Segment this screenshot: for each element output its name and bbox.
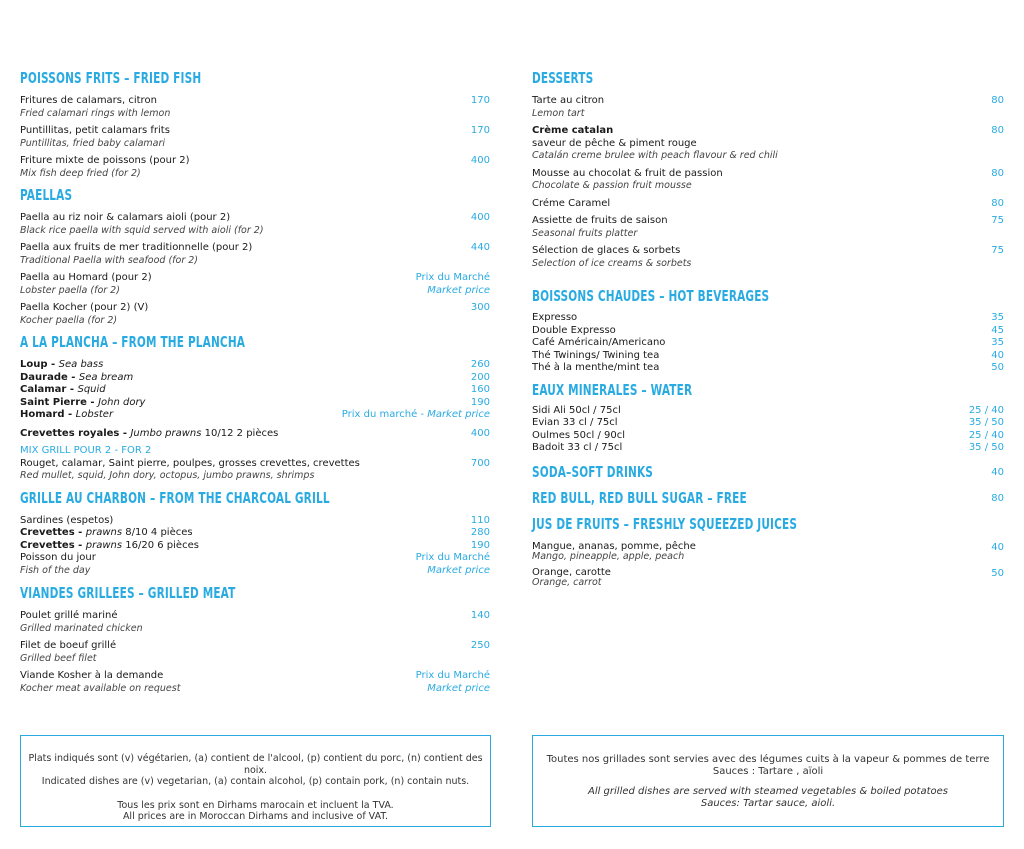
item-name: Assiette de fruits de saison [532, 215, 668, 226]
section-title-fried-fish: POISSONS FRITS – FRIED FISH [20, 69, 202, 87]
menu-right-column [532, 68, 1004, 588]
menu-item [532, 542, 1004, 562]
sauce-note-fr: Sauces : Tartare , aïoli [712, 766, 824, 777]
item-translation: John dory [98, 396, 146, 408]
item-name: Expresso [532, 312, 578, 323]
item-price: Prix du Marché [415, 670, 490, 681]
menu-item [20, 552, 490, 565]
item-price: 110 [470, 514, 490, 526]
item-price: 80 [991, 125, 1004, 136]
item-translation: Puntillitas, fried baby calamari [20, 137, 166, 149]
item-name: Mousse au chocolat & fruit de passion [532, 167, 723, 179]
item-name: Daurade - [20, 371, 79, 383]
item-name: Café Américain/Americano [532, 337, 666, 348]
menu-item [532, 362, 1004, 375]
grill-note-en: All grilled dishes are served with steamed vegetables & boiled potatoes [587, 786, 948, 797]
item-translation: Mix fish deep fried (for 2) [20, 167, 141, 179]
item-price-en: Market price [427, 409, 490, 420]
footer-note-left [20, 735, 491, 827]
menu-item [532, 430, 1004, 443]
section-title-juices: JUS DE FRUITS – FRESHLY SQUEEZED JUICES [532, 514, 798, 533]
item-name: Crevettes - [20, 539, 86, 551]
item-name: Mangue, ananas, pomme, pêche [532, 540, 696, 552]
item-name: Thé à la menthe/mint tea [532, 362, 660, 373]
item-price: 35 [991, 312, 1004, 323]
menu-item [20, 95, 490, 120]
item-translation: Sea bass [58, 359, 104, 370]
item-name: Paella au Homard (pour 2) [20, 272, 152, 283]
item-translation: prawns [85, 539, 123, 551]
item-name: Viande Kosher à la demande [20, 670, 164, 681]
section-title-desserts: DESSERTS [532, 69, 594, 87]
item-name: Double Expresso [532, 324, 616, 336]
menu-item [20, 397, 490, 410]
item-price: 190 [470, 539, 490, 551]
menu-item [532, 95, 1004, 120]
item-price: 300 [470, 302, 490, 313]
section-title-charcoal: GRILLE AU CHARBON – FROM THE CHARCOAL GRILL [20, 488, 330, 507]
item-price: 250 [470, 640, 490, 651]
item-name: Sidi Ali 50cl / 75cl [532, 404, 621, 416]
item-translation: Mango, pineapple, apple, peach [532, 550, 685, 562]
price-note-fr: Tous les prix sont en Dirhams marocain et incluent la TVA. [117, 799, 394, 811]
item-price: 400 [470, 427, 490, 439]
section-title-meat: VIANDES GRILLEES – GRILLED MEAT [20, 584, 236, 602]
item-name: Evian 33 cl / 75cl [532, 417, 618, 428]
item-price: 50 [991, 362, 1004, 373]
menu-item [20, 272, 490, 297]
item-price: 35 [991, 337, 1004, 348]
item-name: Puntillitas, petit calamars frits [20, 125, 170, 136]
item-price: 40 [991, 541, 1004, 553]
menu-item [532, 442, 1004, 455]
menu-item [532, 245, 1004, 270]
item-price-en: Market price [427, 284, 490, 296]
item-name: Loup - [20, 359, 59, 370]
item-name: Paella au riz noir & calamars aioli (pour 2) [20, 212, 231, 223]
menu-item-soda [532, 462, 1004, 482]
section-title-soda: SODA–SOFT DRINKS [532, 462, 654, 481]
menu-item [20, 242, 490, 267]
item-translation: Seasonal fruits platter [532, 227, 638, 239]
item-price: 35 / 50 [968, 417, 1004, 428]
menu-item [20, 359, 490, 372]
item-name: Tarte au citron [532, 95, 605, 106]
sauce-note-en: Sauces: Tartar sauce, aioli. [700, 798, 836, 809]
item-name: Poulet grillé mariné [20, 610, 118, 621]
section-title-water: EAUX MINERALES – WATER [532, 380, 693, 399]
menu-item [532, 417, 1004, 430]
item-price: Prix du Marché [415, 552, 490, 563]
item-price: 400 [470, 212, 490, 223]
menu-item [20, 384, 490, 397]
menu-item [532, 337, 1004, 350]
item-price: 50 [991, 567, 1004, 579]
item-detail: 10/12 2 pièces [201, 427, 279, 439]
item-translation: Lobster [75, 409, 114, 420]
menu-item [20, 515, 490, 528]
item-translation: Sea bream [78, 371, 134, 383]
item-translation: Catalán creme brulee with peach flavour & red chili [532, 150, 778, 161]
section-title-redbull: RED BULL, RED BULL SUGAR – FREE [532, 488, 747, 507]
mix-grill-label: MIX GRILL POUR 2 - FOR 2 [20, 445, 152, 456]
item-price: 190 [470, 396, 490, 408]
menu-item [532, 350, 1004, 363]
item-translation: Orange, carrot [532, 576, 602, 588]
item-name: Poisson du jour [20, 552, 96, 563]
item-price: 170 [470, 95, 490, 106]
item-price: 140 [470, 610, 490, 621]
item-translation: Fish of the day [20, 564, 91, 576]
menu-item [20, 458, 490, 483]
item-price: 170 [470, 125, 490, 136]
item-translation: Grilled beef filet [20, 652, 97, 664]
menu-item [20, 409, 490, 422]
menu-item [20, 372, 490, 385]
item-detail: 8/10 4 pièces [122, 527, 193, 538]
item-translation: Kocher meat available on request [20, 682, 181, 694]
item-translation: Traditional Paella with seafood (for 2) [20, 254, 199, 266]
item-price: 80 [991, 493, 1004, 504]
item-price-en: Market price [427, 564, 490, 576]
item-name: Sardines (espetos) [20, 514, 114, 526]
item-name: Crème catalan [532, 125, 614, 136]
section-title-hot-beverages: BOISSONS CHAUDES – HOT BEVERAGES [532, 287, 770, 305]
item-translation: Kocher paella (for 2) [20, 314, 118, 326]
item-price: Prix du marché - [341, 409, 428, 420]
price-note-en: All prices are in Moroccan Dirhams and inclusive of VAT. [122, 811, 389, 822]
item-subtitle: saveur de pêche & piment rouge [532, 137, 697, 149]
item-translation: Jumbo prawns [130, 427, 202, 439]
diet-legend-en: Indicated dishes are (v) vegetarian, (a) contain alcohol, (p) contain pork, (n) contain nuts. [41, 776, 470, 787]
item-name: Paella aux fruits de mer traditionnelle (pour 2) [20, 242, 253, 253]
footer-note-right [532, 735, 1004, 827]
item-translation: Chocolate & passion fruit mousse [532, 180, 692, 191]
item-price: 80 [991, 95, 1004, 106]
menu-item [532, 405, 1004, 418]
menu-item [532, 568, 1004, 588]
menu-item [20, 125, 490, 150]
item-price: 200 [470, 371, 490, 383]
item-detail: 16/20 6 pièces [122, 539, 199, 551]
item-price: 40 [991, 349, 1004, 361]
menu-item [532, 325, 1004, 338]
item-price: 80 [991, 197, 1004, 209]
item-name: Crevettes - [20, 527, 86, 538]
item-translation: prawns [85, 527, 123, 538]
menu-item [532, 125, 1004, 163]
item-name: Paella Kocher (pour 2) (V) [20, 302, 149, 313]
item-translation: Lobster paella (for 2) [20, 284, 120, 296]
item-price: 160 [470, 384, 490, 395]
item-price: 260 [470, 359, 490, 370]
item-name: Calamar - [20, 384, 78, 395]
menu-item [532, 215, 1004, 240]
item-price: 25 / 40 [968, 429, 1004, 441]
item-name: Filet de boeuf grillé [20, 640, 117, 651]
menu-item [20, 527, 490, 540]
item-translation: Squid [77, 384, 106, 395]
item-price: 280 [470, 527, 490, 538]
menu-item-translation [20, 565, 490, 578]
section-title-plancha: A LA PLANCHA – FROM THE PLANCHA [20, 333, 246, 351]
item-name: Badoit 33 cl / 75cl [532, 442, 623, 453]
item-price-en: Market price [427, 682, 490, 694]
item-price: 25 / 40 [968, 404, 1004, 416]
item-translation: Selection of ice creams & sorbets [532, 257, 692, 269]
menu-item [532, 312, 1004, 325]
grill-note-fr: Toutes nos grillades sont servies avec des légumes cuits à la vapeur & pommes de terre [546, 754, 990, 765]
item-price: 45 [991, 324, 1004, 336]
item-name: Orange, carotte [532, 566, 611, 578]
menu-item [532, 168, 1004, 193]
menu-item-redbull [532, 488, 1004, 508]
menu-item [20, 640, 490, 665]
menu-item [20, 155, 490, 180]
item-translation: Red mullet, squid, John dory, octopus, jumbo prawns, shrimps [20, 470, 315, 481]
item-price: 40 [991, 467, 1004, 478]
menu-item [20, 670, 490, 695]
item-price: 700 [470, 457, 490, 469]
item-name: Fritures de calamars, citron [20, 95, 157, 106]
diet-legend-fr: Plats indiqués sont (v) végétarien, (a) contient de l'alcool, (p) contient du porc, (n) contient des noix. [28, 753, 483, 776]
item-translation: Grilled marinated chicken [20, 622, 143, 634]
item-translation: Lemon tart [532, 107, 585, 119]
item-name: Rouget, calamar, Saint pierre, poulpes, grosses crevettes, crevettes [20, 457, 360, 469]
item-price: Prix du Marché [415, 272, 490, 283]
item-translation: Black rice paella with squid served with aioli (for 2) [20, 224, 264, 236]
section-title-paellas: PAELLAS [20, 186, 73, 204]
item-price: 75 [991, 245, 1004, 256]
item-name: Thé Twinings/ Twining tea [532, 349, 660, 361]
item-price: 440 [470, 242, 490, 253]
item-price: 80 [991, 167, 1004, 179]
item-price: 75 [991, 215, 1004, 226]
menu-item [20, 540, 490, 553]
item-price: 400 [470, 155, 490, 166]
item-translation: Fried calamari rings with lemon [20, 107, 171, 119]
menu-item [20, 428, 490, 441]
item-name: Oulmes 50cl / 90cl [532, 429, 625, 441]
item-name: Friture mixte de poissons (pour 2) [20, 155, 190, 166]
menu-item [20, 302, 490, 327]
menu-left-column [20, 68, 490, 695]
item-name: Créme Caramel [532, 197, 611, 209]
menu-item [532, 198, 1004, 211]
item-name: Sélection de glaces & sorbets [532, 245, 681, 256]
item-name: Homard - [20, 409, 76, 420]
menu-item [20, 610, 490, 635]
menu-item [20, 212, 490, 237]
item-price: 35 / 50 [968, 442, 1004, 453]
item-name: Saint Pierre - [20, 396, 99, 408]
item-name: Crevettes royales - [20, 427, 131, 439]
